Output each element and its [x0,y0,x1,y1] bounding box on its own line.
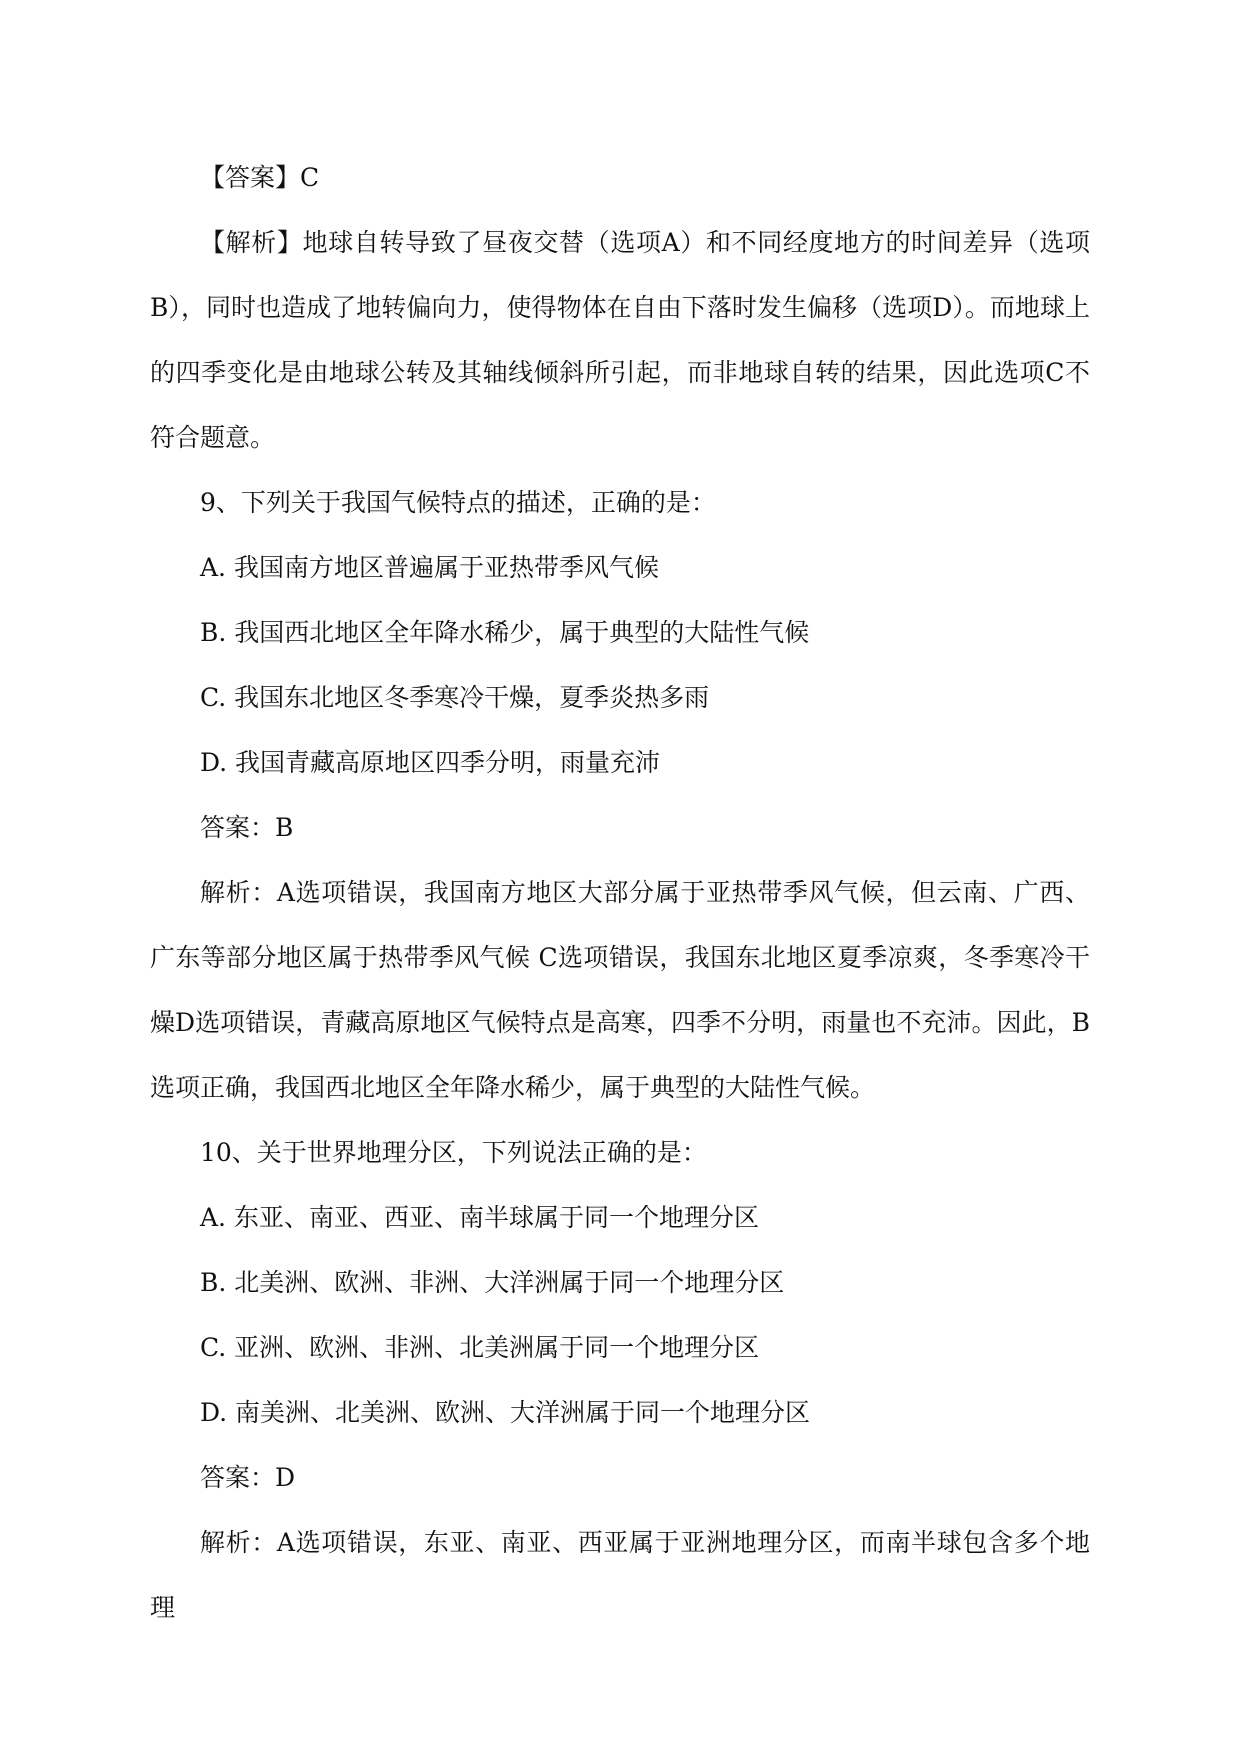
q9-option-d: D. 我国青藏高原地区四季分明，雨量充沛 [200,748,661,777]
q8-analysis: 【解析】地球自转导致了昼夜交替（选项A）和不同经度地方的时间差异（选项B），同时也造成了地转偏向力，使得物体在自由下落时发生偏移（选项D）。而地球上的四季变化是由地球公转及其轴线倾斜所引起，而非地球自转的结果，因此选项C不符合题意。 [150,228,1090,452]
q10-answer: 答案：D [200,1463,296,1492]
q10-option-a: A. 东亚、南亚、西亚、南半球属于同一个地理分区 [200,1203,759,1232]
q9-answer: 答案：B [200,813,294,842]
q9-option-b: B. 我国西北地区全年降水稀少，属于典型的大陆性气候 [200,618,810,647]
q9-option-a: A. 我国南方地区普遍属于亚热带季风气候 [200,553,659,582]
q10-option-b: B. 北美洲、欧洲、非洲、大洋洲属于同一个地理分区 [200,1268,785,1297]
document-page [150,145,1090,1640]
q8-answer: 【答案】C [200,163,320,192]
q9-question: 9、下列关于我国气候特点的描述，正确的是： [200,488,716,517]
q9-analysis: 解析：A选项错误，我国南方地区大部分属于亚热带季风气候，但云南、广西、广东等部分地区属于热带季风气候 C选项错误，我国东北地区夏季凉爽，冬季寒冷干燥D选项错误，青藏高原地区气候特点是高寒，四季不分明，雨量也不充沛。因此，B选项正确，我国西北地区全年降水稀少，属于典型的大陆性气候。 [150,878,1090,1102]
q10-option-c: C. 亚洲、欧洲、非洲、北美洲属于同一个地理分区 [200,1333,760,1362]
q9-option-c: C. 我国东北地区冬季寒冷干燥，夏季炎热多雨 [200,683,710,712]
q10-analysis: 解析：A选项错误，东亚、南亚、西亚属于亚洲地理分区，而南半球包含多个地理 [150,1528,1090,1622]
q10-question: 10、关于世界地理分区，下列说法正确的是： [200,1138,707,1167]
q10-option-d: D. 南美洲、北美洲、欧洲、大洋洲属于同一个地理分区 [200,1398,811,1427]
